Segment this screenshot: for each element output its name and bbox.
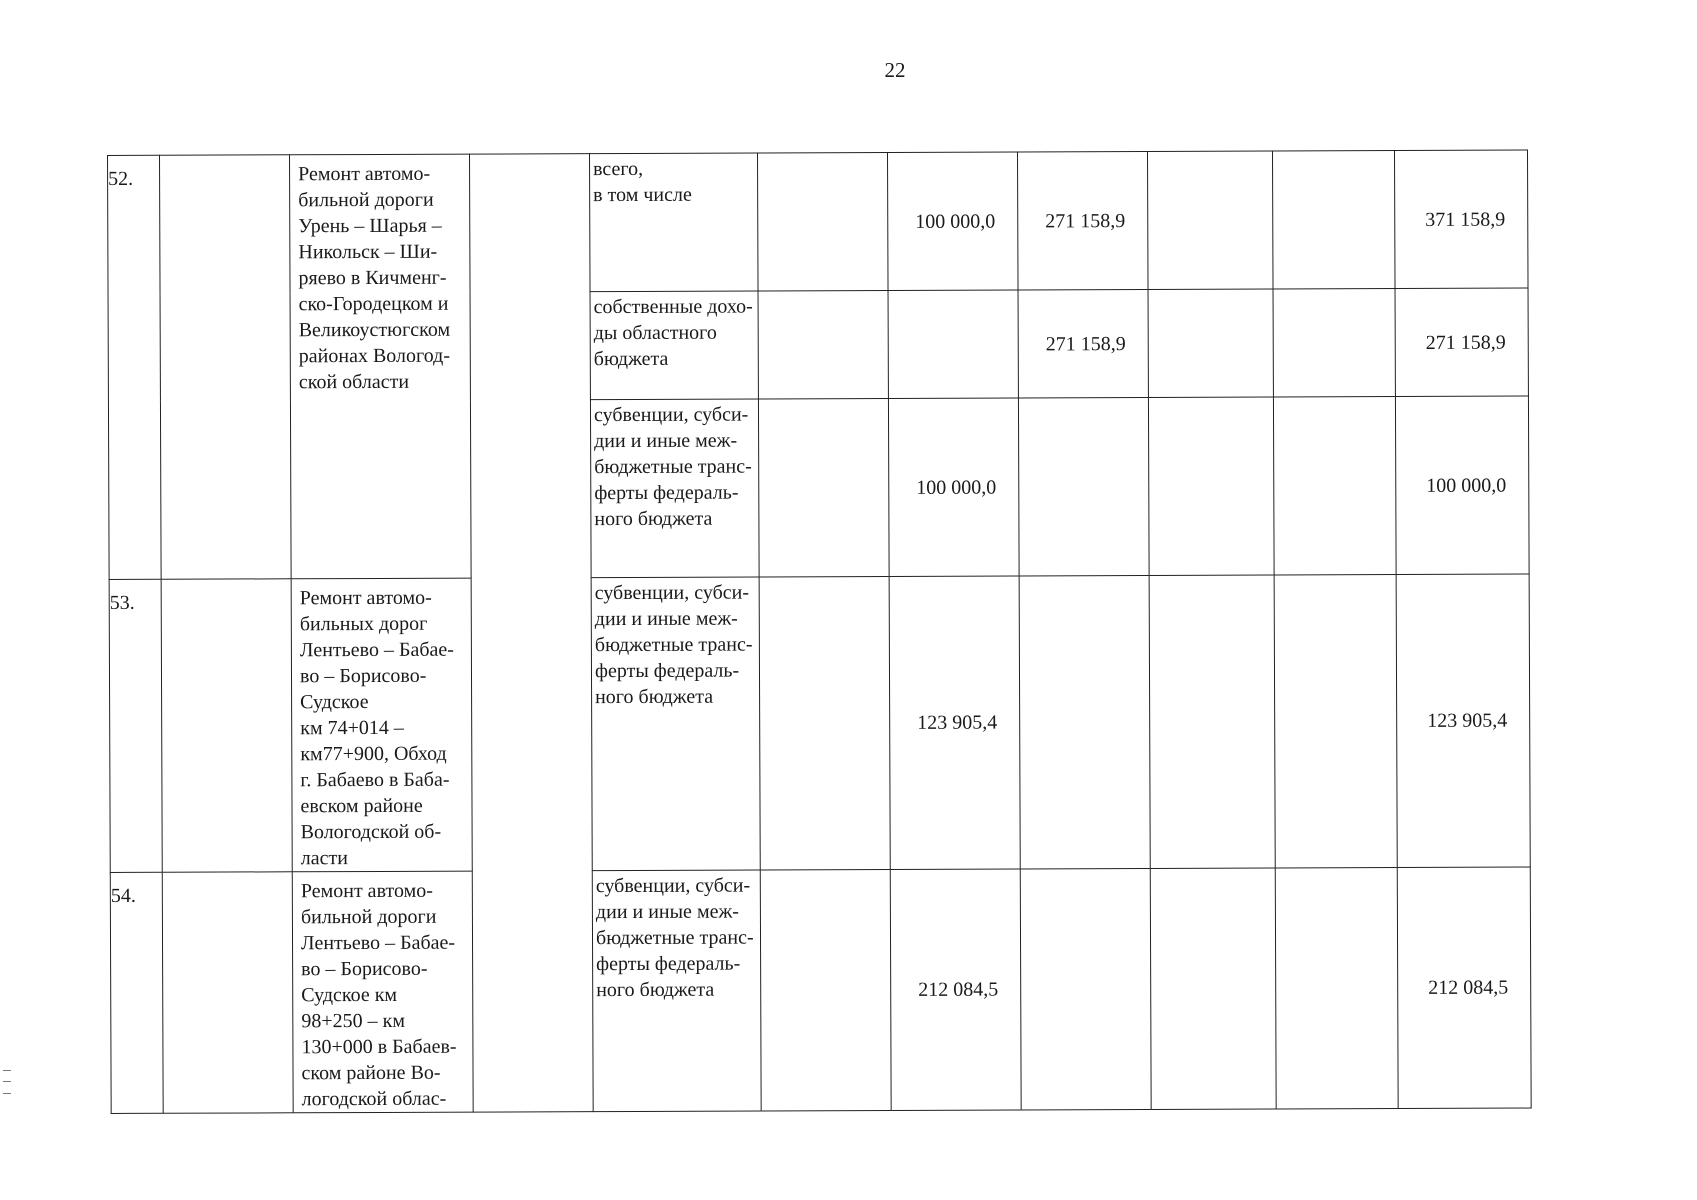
table-row: [108, 150, 1529, 293]
empty-cell: [1150, 868, 1276, 1109]
amount-cell: [888, 290, 1018, 398]
row-number: 53.: [109, 579, 162, 872]
amount-cell: [1019, 576, 1150, 869]
total-cell: 123 905,4: [1396, 574, 1530, 868]
amount-cell: [1020, 868, 1151, 1109]
object-name: Ремонт автомо- бильных дорог Лентьево – Бабае- во – Борисово- Судское км 74+014 – км77+900, Обход г. Бабаево в Баба- евском районе Вологодской об- ласти: [291, 578, 472, 872]
amount-cell: 271 158,9: [1018, 290, 1148, 398]
empty-cell: [1148, 397, 1274, 575]
empty-cell: [758, 399, 889, 577]
empty-cell: [1148, 289, 1273, 397]
page-number: 22: [884, 58, 906, 82]
amount-cell: 271 158,9: [1017, 152, 1148, 290]
total-cell: 271 158,9: [1395, 288, 1528, 397]
funding-source: собственные дохо- ды областного бюджета: [590, 291, 758, 400]
funding-source: всего, в том числе: [589, 153, 758, 292]
table-row: [110, 867, 1531, 1113]
empty-cell: [1274, 575, 1397, 868]
table-row: [109, 574, 1530, 872]
funding-source: субвенции, субси- дии и иные меж- бюджетные транс- ферты федераль- ного бюджета: [592, 870, 761, 1112]
empty-cell: [1275, 868, 1398, 1109]
empty-cell: [1147, 151, 1273, 289]
row-number: 54.: [110, 872, 163, 1113]
amount-cell: 212 084,5: [890, 869, 1021, 1110]
empty-cell: [160, 155, 292, 579]
funding-source: субвенции, субси- дии и иные меж- бюджетные транс- ферты федераль- ного бюджета: [591, 577, 760, 871]
empty-cell: [757, 153, 888, 291]
empty-cell: [758, 291, 888, 399]
empty-cell: [759, 577, 890, 870]
empty-cell: [760, 869, 891, 1110]
funding-source: субвенции, субси- дии и иные меж- бюджетные транс- ферты федераль- ного бюджета: [590, 399, 759, 578]
empty-cell: [1273, 289, 1395, 397]
total-cell: 371 158,9: [1394, 150, 1528, 289]
object-name: Ремонт автомо- бильной дороги Лентьево – Бабае- во – Борисово- Судское км 98+250 – км 130+000 в Бабаев- ском районе Во- логодской облас-: [292, 871, 473, 1113]
empty-cell: [162, 872, 293, 1113]
budget-table: [107, 150, 1532, 1114]
amount-cell: [1018, 398, 1149, 576]
empty-cell: [1273, 397, 1396, 575]
empty-cell: [1149, 575, 1275, 868]
total-cell: 212 084,5: [1397, 867, 1531, 1109]
object-name: Ремонт автомо- бильной дороги Урень – Шарья – Никольск – Ши- ряево в Кичменг- ско-Городецком и Великоустюгском районах Вологод- ской области: [290, 154, 472, 579]
scan-edge-mark: [3, 1070, 11, 1094]
empty-cell: [161, 579, 292, 872]
amount-cell: 123 905,4: [889, 576, 1020, 869]
amount-cell: 100 000,0: [887, 152, 1018, 290]
row-number: 52.: [108, 155, 162, 579]
total-cell: 100 000,0: [1395, 396, 1529, 575]
empty-cell: [1272, 151, 1395, 289]
amount-cell: 100 000,0: [888, 398, 1019, 576]
empty-cell: [469, 154, 593, 1112]
